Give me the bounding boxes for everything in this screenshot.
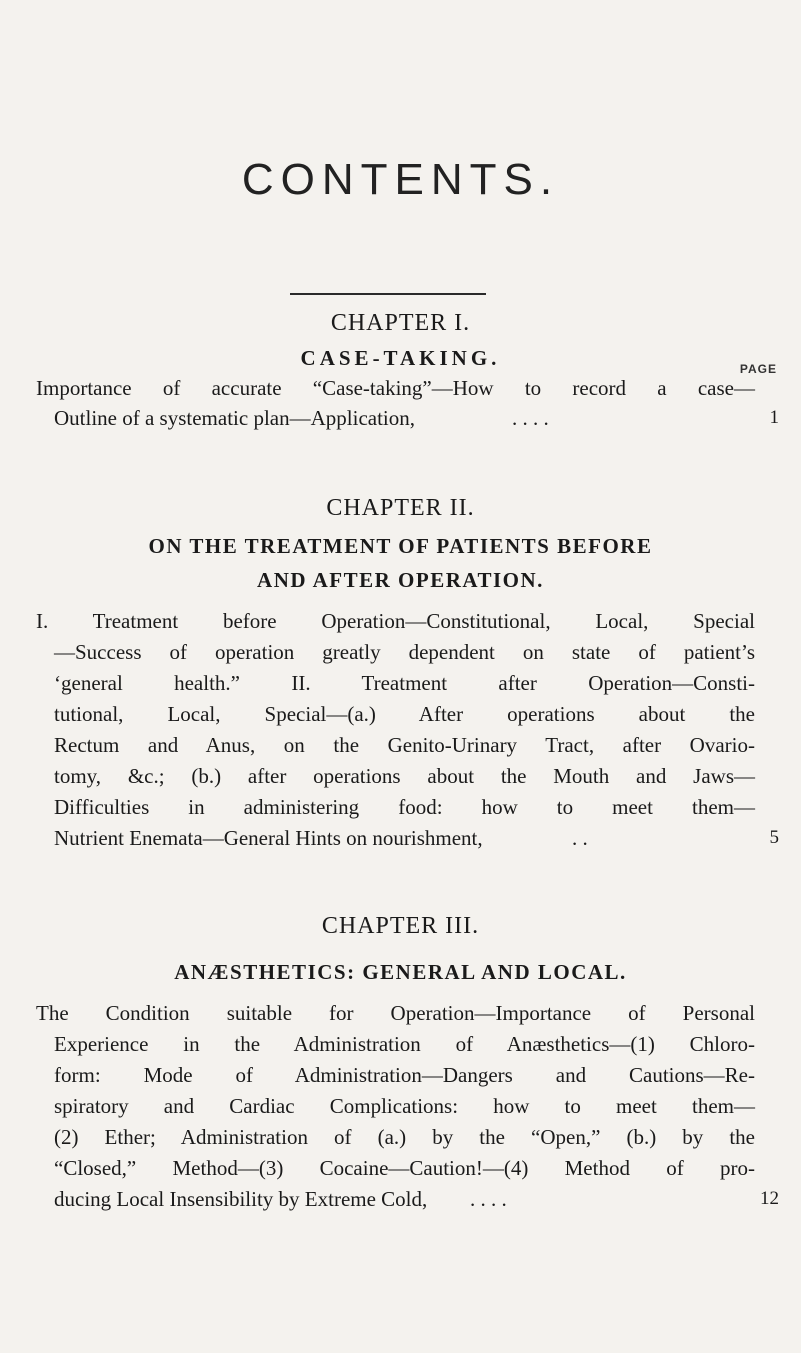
- page-column-label: PAGE: [739, 362, 777, 376]
- chapter-2-line: tutional, Local, Special—(a.) After operations about the: [54, 702, 755, 726]
- chapter-2-title-line-1: ON THE TREATMENT OF PATIENTS BEFORE: [148, 534, 653, 558]
- chapter-3-line: (2) Ether; Administration of (a.) by the “Open,” (b.) by the: [54, 1125, 755, 1149]
- chapter-1-page: 1: [769, 407, 779, 428]
- dot-leader: . . . .: [512, 406, 549, 430]
- chapter-2-line: tomy, &c.; (b.) after operations about the Mouth and Jaws—: [54, 764, 755, 788]
- chapter-3-line: form: Mode of Administration—Dangers and Cautions—Re-: [54, 1063, 755, 1087]
- chapter-2-line: Nutrient Enemata—General Hints on nourishment, . . 5: [54, 823, 755, 853]
- chapter-2-page: 5: [769, 827, 779, 848]
- chapter-3-number: CHAPTER III.: [321, 913, 480, 939]
- chapter-1-line: Outline of a systematic plan—Application, . . . . 1: [54, 403, 755, 433]
- chapter-3-line: spiratory and Cardiac Complications: how to meet them—: [54, 1094, 755, 1118]
- chapter-3-title: ANÆSTHETICS: GENERAL AND LOCAL.: [174, 960, 627, 984]
- page-title: CONTENTS.: [241, 155, 560, 204]
- dot-leader: . . . .: [470, 1187, 507, 1211]
- chapter-2-number: CHAPTER II.: [326, 495, 475, 521]
- chapter-2-title-line-2: AND AFTER OPERATION.: [257, 568, 544, 592]
- chapter-1-number: CHAPTER I.: [330, 310, 471, 336]
- chapter-2-line: Difficulties in administering food: how to meet them—: [54, 795, 755, 819]
- chapter-1-title: CASE-TAKING.: [300, 346, 501, 370]
- chapter-2-line: —Success of operation greatly dependent on state of patient’s: [54, 640, 755, 664]
- chapter-3-line: Experience in the Administration of Anæsthetics—(1) Chloro-: [54, 1032, 755, 1056]
- chapter-2-line: Rectum and Anus, on the Genito-Urinary Tract, after Ovario-: [54, 733, 755, 757]
- chapter-2-line: I. Treatment before Operation—Constitutional, Local, Special: [36, 609, 755, 633]
- chapter-3-line: “Closed,” Method—(3) Cocaine—Caution!—(4) Method of pro-: [54, 1156, 755, 1180]
- chapter-1-line: Importance of accurate “Case-taking”—How to record a case—: [36, 376, 755, 400]
- title-rule: [290, 293, 486, 295]
- chapter-2-line: ‘general health.” II. Treatment after Operation—Consti-: [54, 671, 755, 695]
- chapter-3-line: ducing Local Insensibility by Extreme Cold, . . . . 12: [54, 1184, 755, 1214]
- chapter-3-line: The Condition suitable for Operation—Importance of Personal: [36, 1001, 755, 1025]
- chapter-3-page: 12: [760, 1188, 779, 1209]
- dot-leader: . .: [572, 826, 588, 850]
